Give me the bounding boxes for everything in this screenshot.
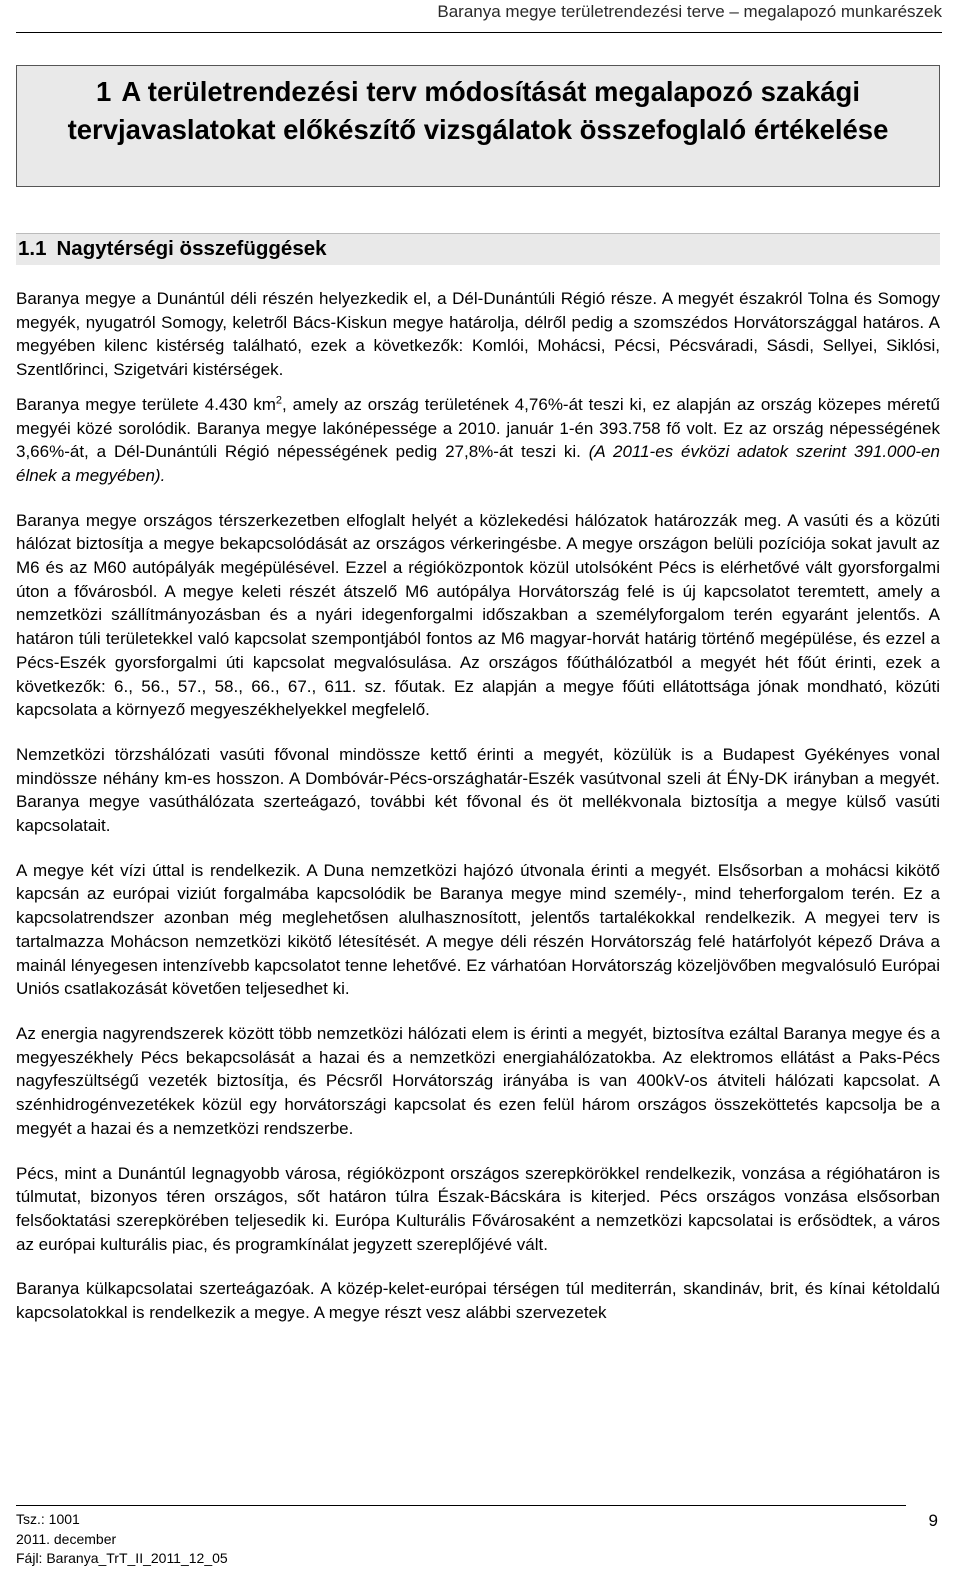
heading-1: [16, 65, 940, 187]
footer-file: Fájl: Baranya_TrT_II_2011_12_05: [16, 1550, 228, 1566]
page-number: 9: [928, 1511, 938, 1530]
paragraph-location: Baranya megye a Dunántúl déli részén helyezkedik el, a Dél-Dunántúli Régió része. A megyét északról Tolna és Somogy megyék, nyugatról Somogy, keletről Bács-Kiskun megye határolja, délről pedig a szomszédos Horvátországgal határos. A megyében kilenc kistérség található, ezek a következők: Komlói, Mohácsi, Pécsi, Pécsváradi, Sásdi, Sellyei, Siklósi, Szentlőrinci, Szigetvári kistérségek.: [16, 289, 940, 380]
heading-2: [16, 233, 940, 265]
paragraph-area-population: [16, 393, 940, 488]
population-note: (A 2011-es évközi adatok szerint 391.000-en élnek a megyében).: [16, 442, 940, 485]
paragraph-pecs: Pécs, mint a Dunántúl legnagyobb városa, régióközpont országos szerepkörökkel rendelkezik, vonzása a régióhatáron is túlmutat, bizonyos téren országos, sőt határon túlra Észak-Bácskára is kiterjed. Pécs országos vonzása elsősorban felsőoktatási szerepkörében teljesedik ki. Európa Kulturális Fővárosaként a nemzetközi kapcsolatai is erősödtek, a város az európai kulturális piac, és programkínálat jegyzett szereplőjévé vált.: [16, 1163, 940, 1254]
footer-divider: [16, 1505, 906, 1506]
paragraph-road-network: Baranya megye országos térszerkezetben elfoglalt helyét a közlekedési hálózatok határozzák meg. A vasúti és a közúti hálózat biztosítja a megye bekapcsolódását az országos vérkeringésbe. A megye országon belüli pozíciója sokat javult az M6 és az M60 autópályák megépülésével. Ezzel a régióközpontok közül utolsóként Pécs is elérhetővé vált gyorsforgalmi úton a fővárosból. A megye keleti részét átszelő M6 autópálya Horvátország felé is új kapcsolatot teremtett, amely a nemzetközi szállítmányozásban és a nyári idegenforgalmi időszakban a személyforgalom terén egyaránt jelentős. A határon túli területekkel való kapcsolat szempontjából fontos az M6 magyar-horvát határig történő megépülése, és ezzel a Pécs-Eszék gyorsforgalmi úti kapcsolat megvalósulása. Az országos főúthálózatból a megyét hét főút érinti, ezek a következők: 6., 56., 57., 58., 66., 67., 611. sz. főutak. Ez alapján a megye főúti ellátottsága jónak mondható, közúti kapcsolata a környező megyeszékhelyekkel megfelelő.: [16, 510, 940, 720]
paragraph-external-relations: Baranya külkapcsolatai szerteágazóak. A közép-kelet-európai térségen túl mediterrán, skandináv, brit, és kínai kétoldalú kapcsolatokkal is rendelkezik a megye. A megye részt vesz alábbi szervezetek: [16, 1279, 940, 1323]
footer-tsz: Tsz.: 1001: [16, 1511, 80, 1527]
document-page: [16, 0, 942, 1578]
header-divider: [16, 32, 942, 33]
heading-1-title: A területrendezési terv módosítását megalapozó szakági tervjavaslatokat előkészítő vizsgálatok összefoglaló értékelése: [67, 76, 889, 145]
area-superscript: 2: [275, 394, 283, 407]
heading-2-number: 1.1: [18, 237, 47, 260]
heading-2-title: Nagytérségi összefüggések: [56, 237, 327, 260]
heading-1-number: 1: [96, 76, 112, 107]
paragraph-energy: Az energia nagyrendszerek között több nemzetközi hálózati elem is érinti a megyét, biztosítva ezáltal Baranya megye és a megyeszékhely Pécs bekapcsolását a hazai és a nemzetközi energiahálózatokba. Az elektromos ellátást a Paks-Pécs nagyfeszültségű vezeték biztosítja, és Pécsről Horvátország irányába is van 400kV-os átviteli hálózati kapcsolat. A szénhidrogénvezetékek közül egy horvátországi kapcsolat és ezen felül három országos összeköttetés kapcsolja be a megyét a hazai és a nemzetközi rendszerbe.: [16, 1023, 940, 1138]
footer-meta: [16, 1510, 228, 1569]
paragraph-waterways: A megye két vízi úttal is rendelkezik. A Duna nemzetközi hajózó útvonala érinti a megyét. Elsősorban a mohácsi kikötő kapcsán az európai viziút forgalmába kapcsolódik be Baranya megye mind személy-, mind teherforgalom terén. Ez a kapcsolatrendszer azonban még meglehetősen alulhasznosított, jelentős tartalékokkal rendelkezik. A megyei terv is tartalmazza Mohácson nemzetközi kikötő létesítését. A megye déli részén Horvátország felé határfolyót képező Dráva a mainál lényegesen intenzívebb kapcsolatot tenne lehetővé. Ez várhatóan Horvátország közeljövőben megvalósuló Európai Uniós csatlakozását követően teljesedhet ki.: [16, 860, 940, 999]
running-header: Baranya megye területrendezési terve – megalapozó munkarészek: [437, 2, 942, 21]
area-text: Baranya megye területe 4.430 km: [16, 394, 276, 414]
paragraph-rail-network: Nemzetközi törzshálózati vasúti fővonal mindössze kettő érinti a megyét, közülük is a Budapest Gyékényes vonal mindössze néhány km-es hosszon. A Dombóvár-Pécs-országhatár-Eszék vasútvonal szeli át ÉNy-DK irányban a megyét. Baranya megye vasúthálózata szerteágazó, további két fővonal és öt mellékvonala biztosítja a megye külső vasúti kapcsolatait.: [16, 744, 940, 836]
body-text: [16, 287, 940, 1346]
population-text: , amely az ország területének 4,76%-át teszi ki, ez alapján az ország közepes méretű megyéi közé sorolódik. Baranya megye lakónépessége a 2010. január 1-én 393.758 fő volt. Ez az ország népességének 3,66%-át, a Dél-Dunántúli Régió népességének pedig 27,8%-át teszi ki.: [16, 394, 940, 462]
footer-date: 2011. december: [16, 1530, 117, 1547]
